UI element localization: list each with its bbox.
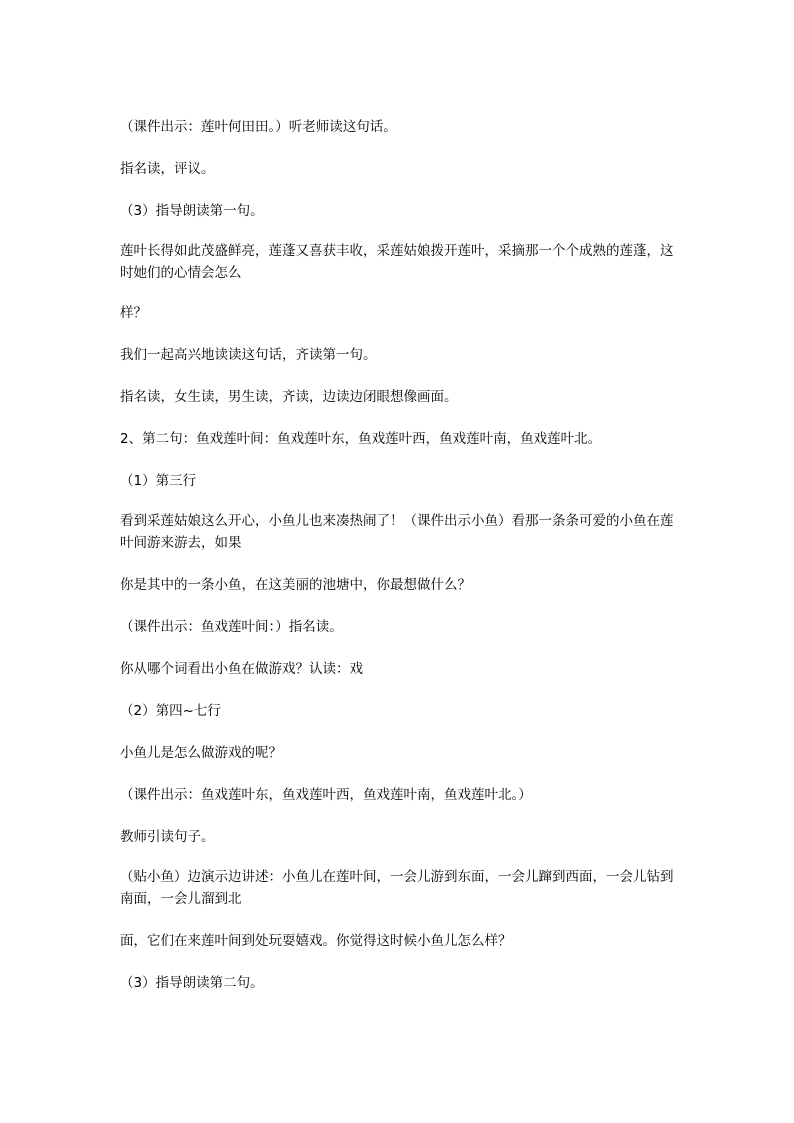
paragraph-4: 莲叶长得如此茂盛鲜亮，莲蓬又喜获丰收，采莲姑娘拨开莲叶，采摘那一个个成熟的莲蓬，这时她们的心情会怎么 <box>120 243 674 281</box>
paragraph-5: 样？ <box>120 305 147 321</box>
paragraph-20: （3）指导朗读第二句。 <box>120 975 264 991</box>
paragraph-2: 指名读，评议。 <box>120 161 215 177</box>
paragraph-1: （课件出示：莲叶何田田。）听老师读这句话。 <box>120 119 397 135</box>
paragraph-6: 我们一起高兴地读读这句话，齐读第一句。 <box>120 347 377 363</box>
paragraph-7: 指名读，女生读，男生读，齐读，边读边闭眼想像画面。 <box>120 389 458 405</box>
paragraph-14: （2）第四~七行 <box>120 703 221 719</box>
paragraph-8: 2、第二句：鱼戏莲叶间：鱼戏莲叶东，鱼戏莲叶西，鱼戏莲叶南，鱼戏莲叶北。 <box>120 431 602 447</box>
paragraph-9: （1）第三行 <box>120 473 197 489</box>
paragraph-15: 小鱼儿是怎么做游戏的呢？ <box>120 745 282 761</box>
paragraph-13: 你从哪个词看出小鱼在做游戏？认读：戏 <box>120 661 363 677</box>
paragraph-3: （3）指导朗读第一句。 <box>120 203 264 219</box>
paragraph-12: （课件出示：鱼戏莲叶间：）指名读。 <box>120 619 343 635</box>
paragraph-18: （贴小鱼）边演示边讲述：小鱼儿在莲叶间，一会儿游到东面，一会儿蹿到西面，一会儿钻到南面，一会儿溜到北 <box>120 869 674 907</box>
paragraph-11: 你是其中的一条小鱼，在这美丽的池塘中，你最想做什么？ <box>120 577 471 593</box>
paragraph-17: 教师引读句子。 <box>120 829 215 845</box>
paragraph-16: （课件出示：鱼戏莲叶东，鱼戏莲叶西，鱼戏莲叶南，鱼戏莲叶北。） <box>120 787 532 803</box>
paragraph-10: 看到采莲姑娘这么开心，小鱼儿也来凑热闹了！（课件出示小鱼）看那一条条可爱的小鱼在莲叶间游来游去，如果 <box>120 513 674 551</box>
paragraph-19: 面，它们在来莲叶间到处玩耍嬉戏。你觉得这时候小鱼儿怎么样？ <box>120 933 512 949</box>
